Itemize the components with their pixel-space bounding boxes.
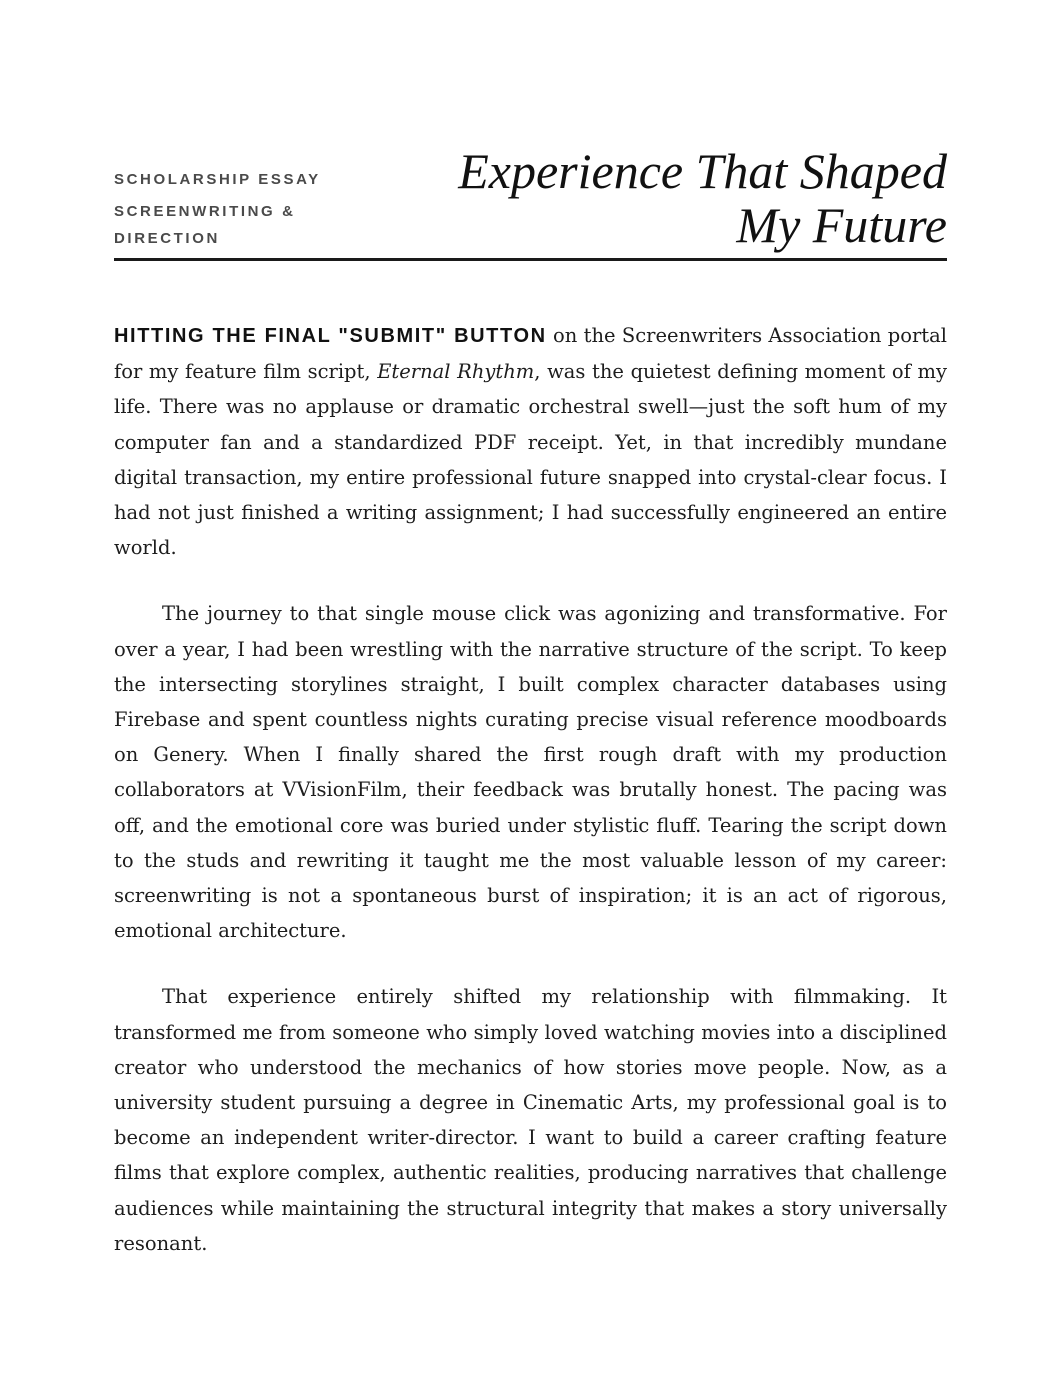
essay-title [458,144,947,252]
paragraph-1-text-a: on the Screenwriters Association portal for my feature film script, [114,324,948,384]
essay-header [114,143,947,261]
kicker-category: SCHOLARSHIP ESSAY [114,171,321,188]
paragraph-2: The journey to that single mouse click was agonizing and transformative. For over a year, I had been wrestling with the narrative structure of the script. To keep the intersecting storylines straight, I built complex character databases using Firebase and spent countless nights curating precise visual reference moodboards on Genery. When I finally shared the first rough draft with my production collaborators at VVisionFilm, their feedback was brutally honest. The pacing was off, and the emotional core was buried under stylistic fluff. Tearing the script down to the studs and rewriting it taught me the most valuable lesson of my career: screenwriting is not a spontaneous burst of inspiration; it is an act of rigorous, emotional architecture. [114,602,947,943]
kicker-discipline: SCREENWRITING & DIRECTION [114,203,296,247]
title-line-1: Experience That Shaped [458,143,947,199]
paragraph-1-text-b: , was the quietest defining moment of my life. There was no applause or dramatic orchestral swell—just the soft hum of my computer fan and a standardized PDF receipt. Yet, in that incredibly mundane digital transaction, my entire professional future snapped into crystal-clear focus. I had not just finished a writing assignment; I had successfully engineered an entire world. [114,360,948,560]
script-title: Eternal Rhythm [377,360,535,384]
essay-body [114,318,947,1292]
paragraph-1 [114,318,947,565]
title-line-2: My Future [736,197,947,253]
lead-in: HITTING THE FINAL "SUBMIT" BUTTON [114,325,547,347]
paragraph-3: That experience entirely shifted my relationship with filmmaking. It transformed me from someone who simply loved watching movies into a disciplined creator who understood the mechanics of how stories move people. Now, as a university student pursuing a degree in Cinematic Arts, my professional goal is to become an independent writer-director. I want to build a career crafting feature films that explore complex, authentic realities, producing narratives that challenge audiences while maintaining the structural integrity that makes a story universally resonant. [114,985,947,1255]
essay-kicker [114,166,344,252]
